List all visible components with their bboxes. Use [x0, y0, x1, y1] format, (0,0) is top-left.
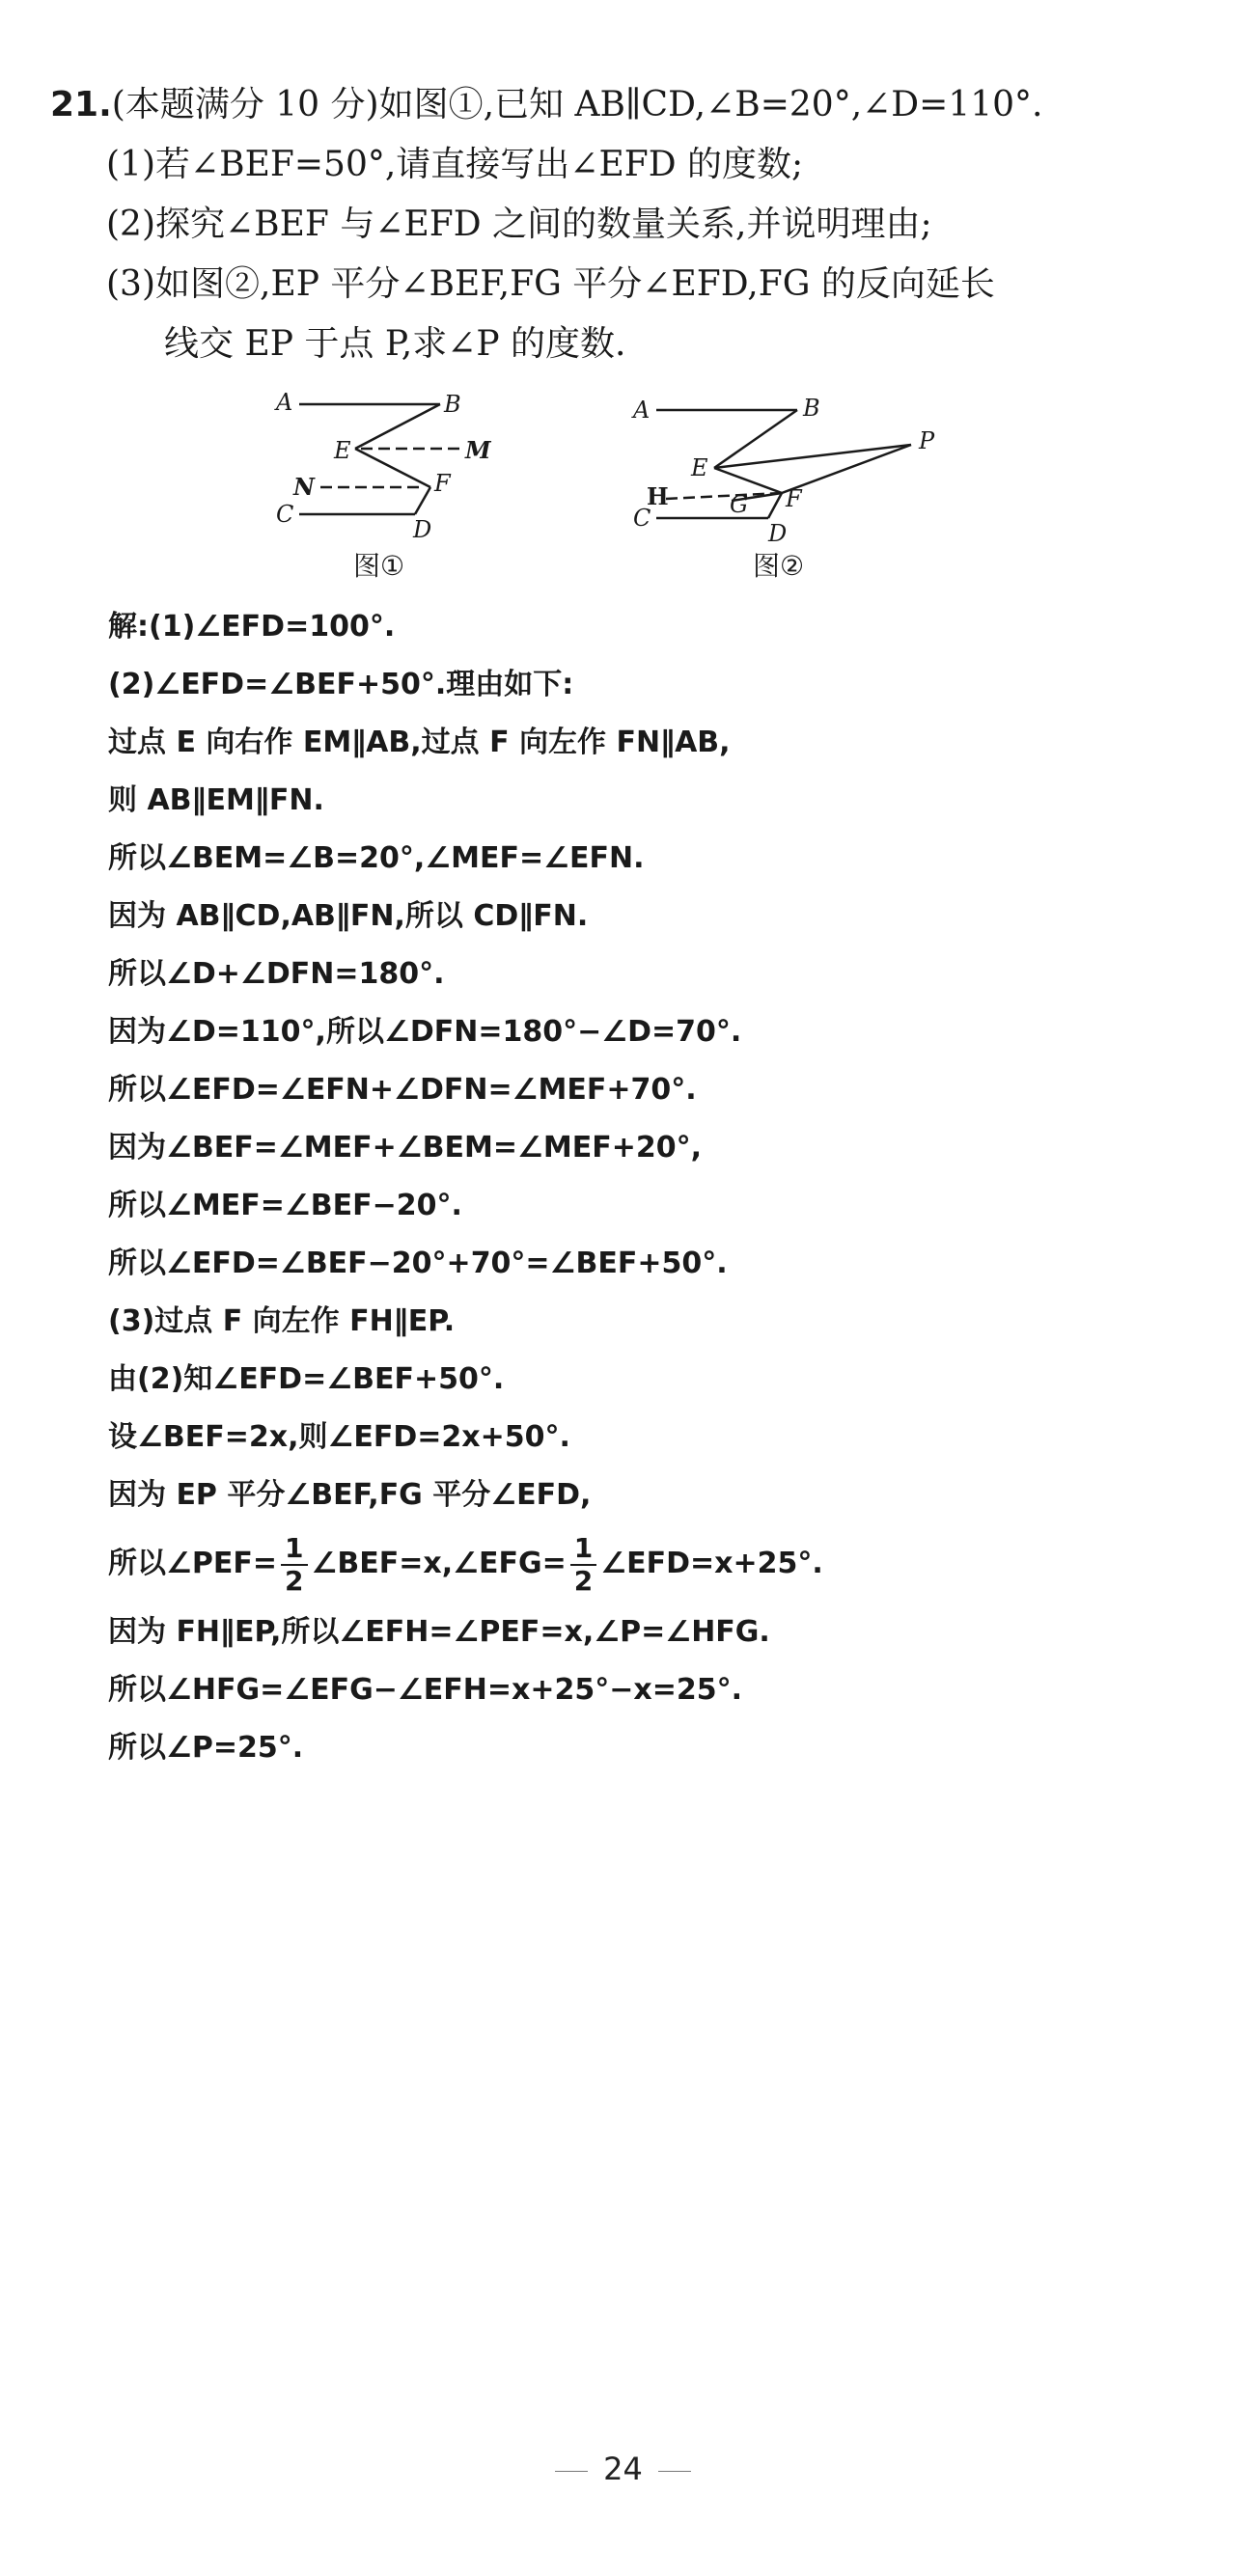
solution-line: 过点 E 向右作 EM∥AB,过点 F 向左作 FN∥AB, — [108, 726, 731, 759]
page-number-dash-left — [555, 2471, 588, 2472]
fraction-numerator: 1 — [281, 1533, 307, 1566]
solution-line: 因为∠D=110°,所以∠DFN=180°−∠D=70°. — [108, 1015, 742, 1049]
fraction-half-2 — [570, 1533, 596, 1597]
figure-1 — [261, 381, 521, 545]
label-a: A — [276, 389, 293, 416]
solution — [108, 598, 1189, 1777]
label-f: F — [786, 485, 802, 512]
sub-question-2: (2)探究∠BEF 与∠EFD 之间的数量关系,并说明理由; — [106, 205, 932, 244]
figure-1-caption: 图① — [353, 550, 405, 582]
solution-line: 因为∠BEF=∠MEF+∠BEM=∠MEF+20°, — [108, 1131, 703, 1165]
problem-stem-line — [50, 75, 1208, 135]
label-b: B — [803, 395, 820, 422]
label-a: A — [633, 397, 651, 424]
solution-line: 因为 AB∥CD,AB∥FN,所以 CD∥FN. — [108, 899, 589, 933]
fraction-line-part2: ∠BEF=x,∠EFG= — [311, 1547, 567, 1580]
label-e: E — [691, 454, 708, 481]
solution-line: (2)∠EFD=∠BEF+50°.理由如下: — [108, 668, 574, 701]
label-p: P — [919, 427, 935, 454]
fraction-numerator: 1 — [570, 1533, 596, 1566]
solution-line: 所以∠EFD=∠BEF−20°+70°=∠BEF+50°. — [108, 1247, 728, 1280]
problem-stem: (本题满分 10 分)如图①,已知 AB∥CD,∠B=20°,∠D=110°. — [111, 85, 1043, 124]
figure-1-diagram — [261, 381, 521, 545]
solution-line: 所以∠BEM=∠B=20°,∠MEF=∠EFN. — [108, 841, 645, 875]
solution-line: 由(2)知∠EFD=∠BEF+50°. — [108, 1362, 505, 1396]
line-fd — [415, 487, 430, 514]
solution-line: 所以∠EFD=∠EFN+∠DFN=∠MEF+70°. — [108, 1073, 697, 1107]
solution-line: 所以∠HFG=∠EFG−∠EFH=x+25°−x=25°. — [108, 1673, 743, 1707]
label-d: D — [768, 520, 788, 545]
solution-line: 因为 EP 平分∠BEF,FG 平分∠EFD, — [108, 1478, 592, 1512]
solution-line: 所以∠MEF=∠BEF−20°. — [108, 1189, 462, 1222]
label-c: C — [276, 501, 294, 528]
label-m: M — [465, 436, 491, 464]
sub-question-1: (1)若∠BEF=50°,请直接写出∠EFD 的度数; — [106, 145, 804, 184]
label-f: F — [434, 470, 451, 497]
label-h: H — [647, 482, 669, 510]
fraction-denominator: 2 — [573, 1564, 594, 1597]
solution-fraction-line — [108, 1524, 1189, 1603]
label-n: N — [293, 473, 315, 501]
label-e: E — [334, 437, 351, 464]
figure-2 — [618, 381, 946, 545]
solution-line: 设∠BEF=2x,则∠EFD=2x+50°. — [108, 1420, 570, 1454]
solution-line: (3)过点 F 向左作 FH∥EP. — [108, 1304, 456, 1338]
question-number: 21. — [50, 85, 112, 124]
solution-line: 因为 FH∥EP,所以∠EFH=∠PEF=x,∠P=∠HFG. — [108, 1615, 770, 1649]
figure-2-diagram — [618, 381, 946, 545]
solution-line: 解:(1)∠EFD=100°. — [108, 610, 396, 644]
solution-line: 所以∠D+∠DFN=180°. — [108, 957, 445, 991]
line-fd — [768, 493, 782, 518]
line-ef — [355, 449, 430, 487]
line-be — [355, 404, 440, 449]
label-c: C — [633, 505, 651, 532]
fraction-line-part1: 所以∠PEF= — [108, 1547, 278, 1580]
fraction-half-1 — [281, 1533, 307, 1597]
fraction-denominator: 2 — [285, 1564, 304, 1597]
sub-question-3-line1: (3)如图②,EP 平分∠BEF,FG 平分∠EFD,FG 的反向延长 — [106, 264, 995, 304]
page-number-value: 24 — [603, 2451, 643, 2487]
page-number-dash-right — [658, 2471, 691, 2472]
page-number — [0, 2451, 1246, 2487]
figure-2-caption: 图② — [753, 550, 805, 582]
problem-statement — [50, 75, 1208, 374]
solution-line: 则 AB∥EM∥FN. — [108, 783, 324, 817]
label-g: G — [730, 491, 749, 518]
solution-line: 所以∠P=25°. — [108, 1731, 304, 1765]
sub-question-3-line2: 线交 EP 于点 P,求∠P 的度数. — [164, 324, 626, 364]
fraction-line-part3: ∠EFD=x+25°. — [600, 1547, 823, 1580]
line-ef — [714, 468, 782, 493]
label-b: B — [444, 391, 461, 418]
label-d: D — [413, 516, 432, 543]
